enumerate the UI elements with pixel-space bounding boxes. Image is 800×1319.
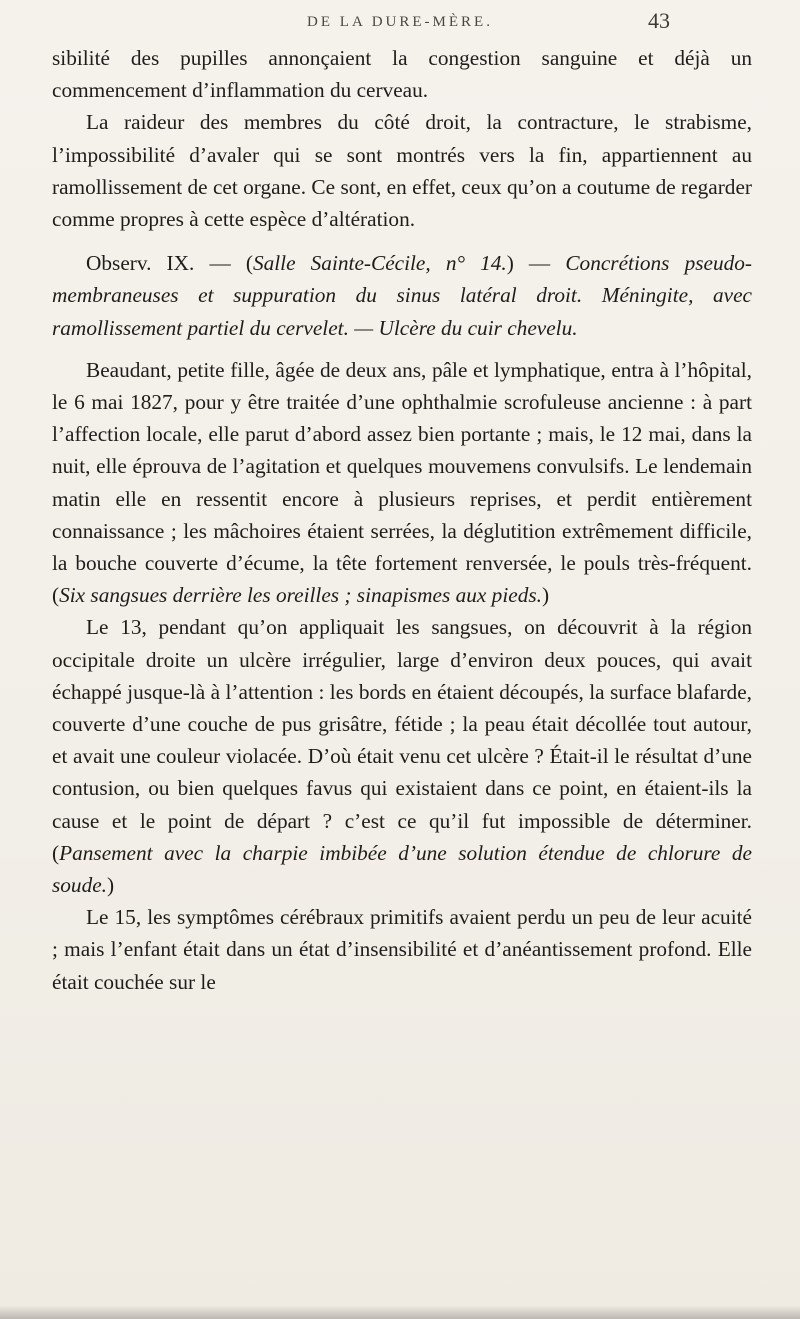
paragraph-continuation — [52, 42, 752, 106]
observation-heading — [52, 247, 752, 344]
treatment-note: Six sangsues derrière les oreilles ; sinapismes aux pieds. — [59, 583, 542, 608]
paragraph-text: Le 13, pendant qu’on appliquait les sangsues, on découvrit à la région occipitale droite un ulcère irrégulier, large d’environ deux pouces, qui avait échappé jusque-là à l’attention : les bords en étaient découpés, la surface blafarde, couverte d’une couche de pus grisâtre, fétide ; la peau était décollée tout autour, et avait une couleur violacée. D’où était venu cet ulcère ? Était-il le résultat d’une contusion, ou bien quelques favus qui existaient dans ce point, en étaient-ils la cause et le point de départ ? c’est ce qu’il fut impossible de déterminer. ( — [52, 615, 752, 865]
paragraph-ulcer — [52, 611, 752, 901]
paragraph-text: La raideur des membres du côté droit, la contracture, le strabisme, l’impossibilité d’avaler qui se sont montrés vers la fin, appartiennent au ramollissement de cet organe. Ce sont, en effet, ceux qu’on a coutume de regarder comme propres à cette espèce d’altération. — [52, 110, 752, 232]
observation-number: Observ. IX. — ( — [86, 251, 253, 276]
running-title: DE LA DURE-MÈRE. — [307, 14, 493, 30]
page-number: 43 — [648, 8, 670, 33]
paragraph-rigidity — [52, 106, 752, 235]
paragraph-text: sibilité des pupilles annonçaient la congestion sanguine et déjà un commencement d’inflammation du cerveau. — [52, 46, 752, 103]
observation-title: Concrétions pseudo-membraneuses et suppuration du sinus latéral droit. Méningite, avec ramollissement partiel du cervelet. — Ulcère du cuir chevelu. — [52, 251, 752, 340]
paragraph-day-15 — [52, 901, 752, 998]
body-text — [52, 42, 752, 998]
observation-room: Salle Sainte-Cécile, n° 14. — [252, 251, 507, 276]
treatment-note: Pansement avec la charpie imbibée d’une solution étendue de chlorure de soude. — [52, 840, 752, 898]
paragraph-text: Le 15, les symptômes cérébraux primitifs avaient perdu un peu de leur acuité ; mais l’enfant était dans un état d’insensibilité et d’anéantissement profond. Elle était couchée sur le — [52, 905, 752, 994]
observation-separator: ) — — [506, 251, 566, 276]
paragraph-case-history — [52, 354, 752, 612]
page-edge-shadow — [0, 1305, 800, 1319]
paren-close: ) — [107, 873, 115, 898]
paragraph-text: Beaudant, petite fille, âgée de deux ans, pâle et lymphatique, entra à l’hôpital, le 6 mai 1827, pour y être traitée d’une ophthalmie scrofuleuse ancienne : à part l’affection locale, elle parut d’abord assez bien portante ; mais, le 12 mai, dans la nuit, elle éprouva de l’agitation et quelques mouvemens convulsifs. Le lendemain matin elle en ressentit encore à plusieurs reprises, et perdit entièrement connaissance ; les mâchoires étaient serrées, la déglutition extrêmement difficile, la bouche couverte d’écume, la tête fortement renversée, le pouls très-fréquent. ( — [52, 357, 752, 608]
paren-close: ) — [541, 583, 550, 608]
